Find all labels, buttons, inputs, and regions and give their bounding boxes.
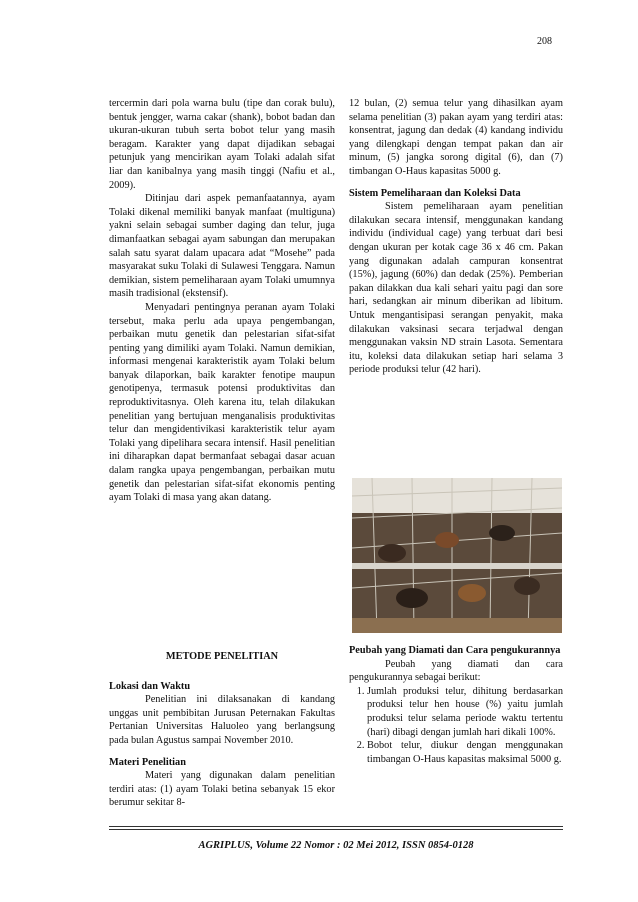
journal-footer: AGRIPLUS, Volume 22 Nomor : 02 Mei 2012, ISSN 0854-0128 (198, 840, 474, 851)
left-column (109, 97, 335, 505)
left-paragraph-3: Menyadari pentingnya peranan ayam Tolaki tersebut, maka perlu ada upaya pengembangan, perbaikan mutu genetik dan pelestarian sifat-sifat penting yang dimiliki ayam Tolaki. Namun demikian, informasi mengenai karakteristik ayam Tolaki belum banyak dilaporkan, baik karakter fenotipe maupun genotipenya, termasuk potensi produktivitas dan reproduktivitasnya. Oleh karena itu, telah dilakukan penelitian yang bertujuan menganalisis produktivitas telur dan mengidentivikasi karakteristik telur ayam Tolaki yang dipelihara secara intensif. Hasil penelitian ini diharapkan dapat bermanfaat sebagai dasar acuan dalam rangka upaya pengembangan, perbaikan mutu genetik dan pelestarian sifat-sifat ekonomis penting ayam Tolaki di masa yang akan datang. (109, 301, 335, 504)
right-paragraph-1: 12 bulan, (2) semua telur yang dihasilkan ayam selama penelitian (3) pakan ayam yang terdiri atas: konsentrat, jagung dan dedak (4) kandang individu yang dilengkapi dengan tempat pakan dan air minum, (5) jangka sorong digital (6), dan (7) timbangan O-Haus kapasitas 5000 g. (349, 98, 563, 177)
right-paragraph-2: Sistem pemeliharaan ayam penelitian dilakukan secara intensif, menggunakan kandang individu (individual cage) yang terbuat dari besi dengan ukuran per kotak cage 36 x 46 cm. Pakan yang digunakan adalah campuran konsentrat (15%), jagung (60%) dan dedak (25%). Pemberian pakan dilakkan dua kali sehari yaitu pagi dan sore hari, sedangkan air minum diberikan ad libitum. Untuk mengantisipasi serangan penyakit, maka dilakukan vaksinasi secara terjadwal dengan menggunakan vaksin ND strain Lasota. Sementara itu, koleksi data dilakukan setiap hari selama 3 periode produksi telur (42 hari). (349, 201, 563, 376)
paragraph-lokasi: Penelitian ini dilaksanakan di kandang unggas unit pembibitan Jurusan Peternakan Fakultas Pertanian Universitas Haluoleo yang berlangsung pada bulan Agustus sampai November 2010. (109, 694, 335, 746)
right-bottom-column (349, 636, 563, 766)
footer-rule-top (109, 826, 563, 827)
peubah-list (349, 685, 563, 767)
section-title-metode: METODE PENELITIAN (165, 651, 279, 662)
subheading-materi: Materi Penelitian (109, 756, 186, 768)
left-paragraph-2: Ditinjau dari aspek pemanfaatannya, ayam Tolaki dikenal memiliki banyak manfaat (multiguna) yakni selain sebagai sumber daging dan telur, juga dimanfaatkan sebagai ayam sabungan dan merupakan salah satu syarat dalam upacara adat “Mosehe” pada masyarakat suku Tolaki di Sulawesi Tenggara. Namun demikian, sistem pemeliharaan ayam Tolaki umumnya masih tradisional (ekstensif). (109, 193, 335, 300)
left-bottom-column (109, 636, 335, 810)
subheading-peubah: Peubah yang Diamati dan Cara pengukurannya (349, 645, 561, 656)
paragraph-materi: Materi yang digunakan dalam penelitian terdiri atas: (1) ayam Tolaki betina sebanyak 15 ekor berumur sekitar 8- (109, 770, 335, 809)
page-number: 208 (537, 36, 552, 47)
list-item: 2. Bobot telur, diukur dengan menggunakan timbangan O-Haus kapasitas maksimal 5000 g. (367, 739, 563, 766)
paragraph-peubah-intro: Peubah yang diamati dan cara pengukurannya sebagai berikut: (349, 658, 563, 684)
subheading-lokasi: Lokasi dan Waktu (109, 680, 191, 692)
section-heading-pemeliharaan: Sistem Pemeliharaan dan Koleksi Data (349, 187, 521, 199)
left-paragraph-1: tercermin dari pola warna bulu (tipe dan corak bulu), bentuk jengger, warna cakar (shank), bobot badan dan ukuran-ukuran tubuh serta bobot telur yang masih beragam. Karakter yang dapat dijadikan sebagai petunjuk yang mencirikan ayam Tolaki adalah sifat liar dan kanibalnya yang masih tinggi (Nafiu et al., 2009). (109, 98, 335, 191)
chicken-cage-photo (352, 478, 562, 633)
right-column (349, 97, 563, 377)
footer-rule-bottom (109, 829, 563, 830)
list-item: 1. Jumlah produksi telur, dihitung berdasarkan produksi telur hen house (%) yaitu jumlah produksi telur selama periode waktu tertentu (hari) dibagi dengan jumlah hari dikali 100%. (367, 685, 563, 739)
